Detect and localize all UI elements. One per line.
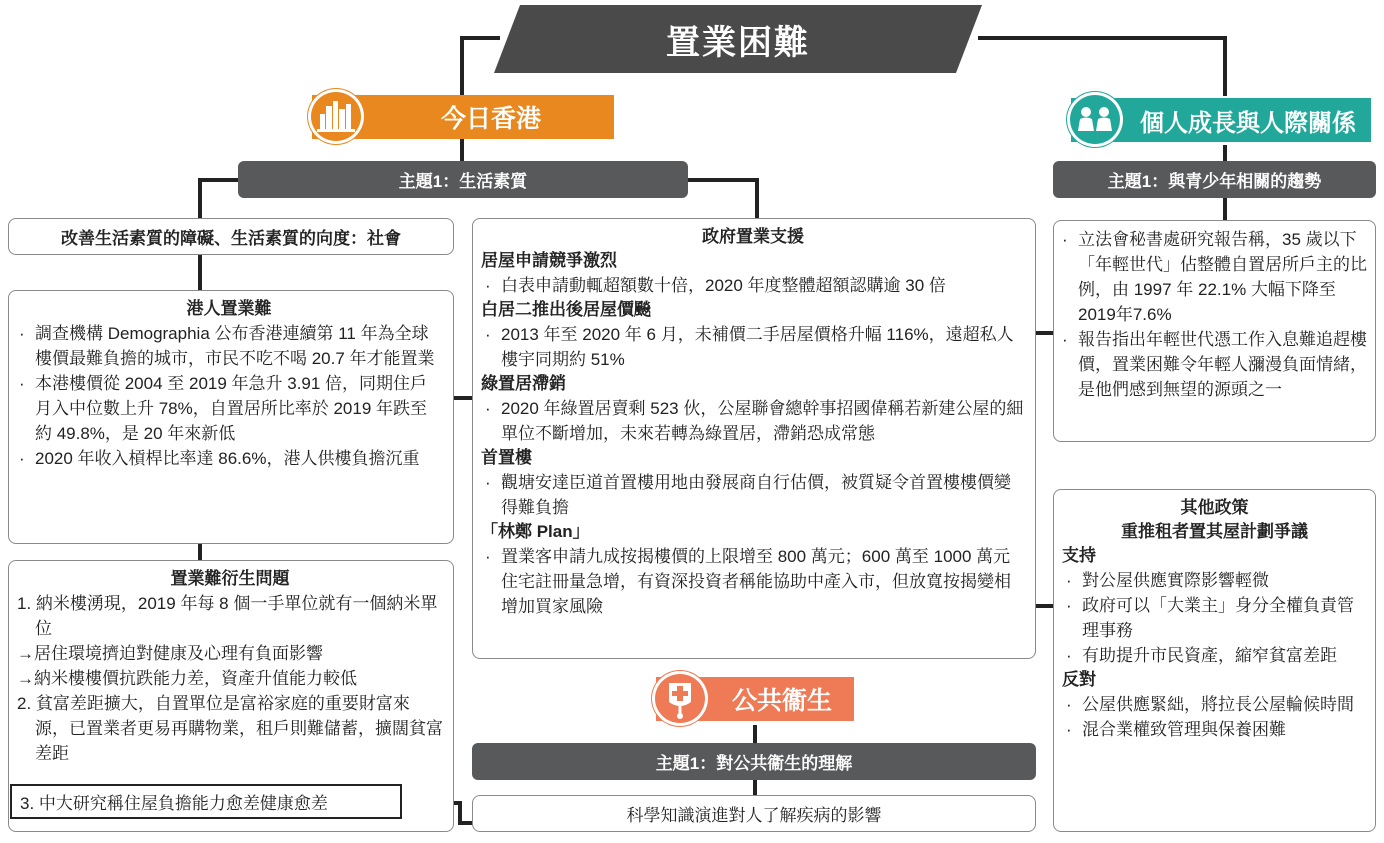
- list-item: · 調查機構 Demographia 公布香港連續第 11 年為全球樓價最難負擔的城市，市民不吃不喝 20.7 年才能置業: [15, 321, 443, 371]
- list-item: →納米樓樓價抗跌能力差，資產升值能力較低: [17, 669, 357, 688]
- connector: [686, 178, 759, 182]
- list-item: · 2013 年至 2020 年 6 月，未補價二手居屋價格升幅 116%，遠超私人樓宇同期約 51%: [481, 322, 1025, 372]
- highlight-text: 3. 中大研究稱住屋負擔能力愈差健康愈差: [20, 794, 328, 813]
- support-label: 支持: [1062, 546, 1096, 565]
- connector: [1223, 196, 1227, 220]
- oppose-label: 反對: [1062, 670, 1096, 689]
- left-box1-text: 改善生活素質的障礙、生活素質的向度：社會: [61, 229, 401, 248]
- main-title-banner: [494, 5, 982, 73]
- left-theme-bar: 主題1：生活素質: [238, 161, 688, 198]
- highlight-box: [10, 784, 402, 819]
- section-heading: 居屋申請競爭激烈: [481, 251, 617, 270]
- box-subtitle: 重推租者置其屋計劃爭議: [1121, 522, 1308, 541]
- box-title: 港人置業難: [186, 299, 272, 318]
- list-item: · 政府可以「大業主」身分全權負責管理事務: [1062, 593, 1367, 643]
- list-item: · 對公屋供應實際影響輕微: [1062, 568, 1367, 593]
- connector: [198, 178, 202, 218]
- list-item: →居住環境擠迫對健康及心理有負面影響: [17, 644, 323, 663]
- left-banner: [308, 89, 616, 144]
- health-box: [472, 795, 1036, 832]
- medical-cross-icon: [652, 671, 708, 726]
- right-box-other-policy: [1053, 489, 1376, 832]
- box-title: 其他政策: [1180, 498, 1249, 517]
- left-box-housing-difficulty: [8, 290, 454, 544]
- list-item: 1. 納米樓湧現，2019 年每 8 個一手單位就有一個納米單位: [17, 594, 438, 638]
- connector: [978, 36, 1227, 40]
- section-heading: 「林鄭 Plan」: [481, 522, 590, 541]
- list-item: · 白表申請動輒超額數十倍，2020 年度整體超額認購逾 30 倍: [481, 273, 1025, 298]
- connector: [1223, 36, 1227, 96]
- right-banner: [1067, 92, 1373, 147]
- box-title: 政府置業支援: [702, 227, 804, 246]
- right-theme-bar: 主題1：與青少年相關的趨勢: [1053, 161, 1376, 198]
- health-banner: [652, 671, 856, 726]
- section-heading: 首置樓: [481, 448, 532, 467]
- connector: [454, 396, 474, 400]
- connector: [1035, 604, 1055, 608]
- list-item: · 置業客申請九成按揭樓價的上限增至 800 萬元；600 萬至 1000 萬元住宅註冊量急增，有資深投資者稱能協助中產入市，但放寬按揭變相增加買家風險: [481, 544, 1025, 619]
- connector: [198, 178, 242, 182]
- list-item: · 混合業權致管理與保養困難: [1062, 717, 1367, 742]
- section-heading: 白居二推出後居屋價飈: [481, 300, 651, 319]
- right-banner-label: 個人成長與人際關係: [1140, 109, 1356, 137]
- health-box-text: 科學知識演進對人了解疾病的影響: [626, 806, 882, 825]
- list-item: · 2020 年綠置居賣剩 523 伙，公屋聯會總幹事招國偉稱若新建公屋的細單位不斷增加，未來若轉為綠置居，滯銷恐成常態: [481, 396, 1025, 446]
- list-item: · 立法會秘書處研究報告稱，35 歲以下「年輕世代」佔整體自置居所戶主的比例，由 1997 年 22.1% 大幅下降至2019年7.6%: [1058, 227, 1367, 327]
- connector: [1035, 331, 1055, 335]
- connector: [198, 253, 202, 290]
- city-skyline-icon: [308, 89, 364, 144]
- left-banner-label: 今日香港: [440, 105, 541, 133]
- connector: [753, 779, 757, 795]
- section-heading: 綠置居滯銷: [481, 374, 566, 393]
- list-item: · 觀塘安達臣道首置樓用地由發展商自行估價，被質疑令首置樓樓價變得難負擔: [481, 470, 1025, 520]
- connector: [753, 725, 757, 745]
- middle-box-gov-support: [472, 218, 1036, 659]
- connector: [198, 543, 202, 560]
- list-item: · 有助提升市民資產，縮窄貧富差距: [1062, 643, 1367, 668]
- right-box-youth-trend: [1053, 220, 1376, 442]
- people-icon: [1067, 92, 1123, 147]
- connector: [755, 178, 759, 218]
- list-item: · 報告指出年輕世代憑工作入息難追趕樓價，置業困難令年輕人瀰漫負面情緒，是他們感到無望的源頭之一: [1058, 327, 1367, 402]
- left-box-quality-of-life: [8, 218, 454, 255]
- list-item: · 本港樓價從 2004 至 2019 年急升 3.91 倍，同期住戶月入中位數上升 78%，自置居所比率於 2019 年跌至約 49.8%，是 20 年來新低: [15, 371, 443, 446]
- health-theme-bar: 主題1：對公共衞生的理解: [472, 743, 1036, 780]
- box-title: 置業難衍生問題: [170, 569, 290, 588]
- health-banner-label: 公共衞生: [731, 687, 832, 715]
- page-title: 置業困難: [666, 23, 810, 62]
- list-item: · 公屋供應緊絀，將拉長公屋輪候時間: [1062, 692, 1367, 717]
- list-item: 2. 貧富差距擴大，自置單位是富裕家庭的重要財富來源，已置業者更易再購物業，租戶則難儲蓄，擴闊貧富差距: [17, 694, 443, 763]
- list-item: · 2020 年收入槓桿比率達 86.6%，港人供樓負擔沉重: [15, 446, 443, 471]
